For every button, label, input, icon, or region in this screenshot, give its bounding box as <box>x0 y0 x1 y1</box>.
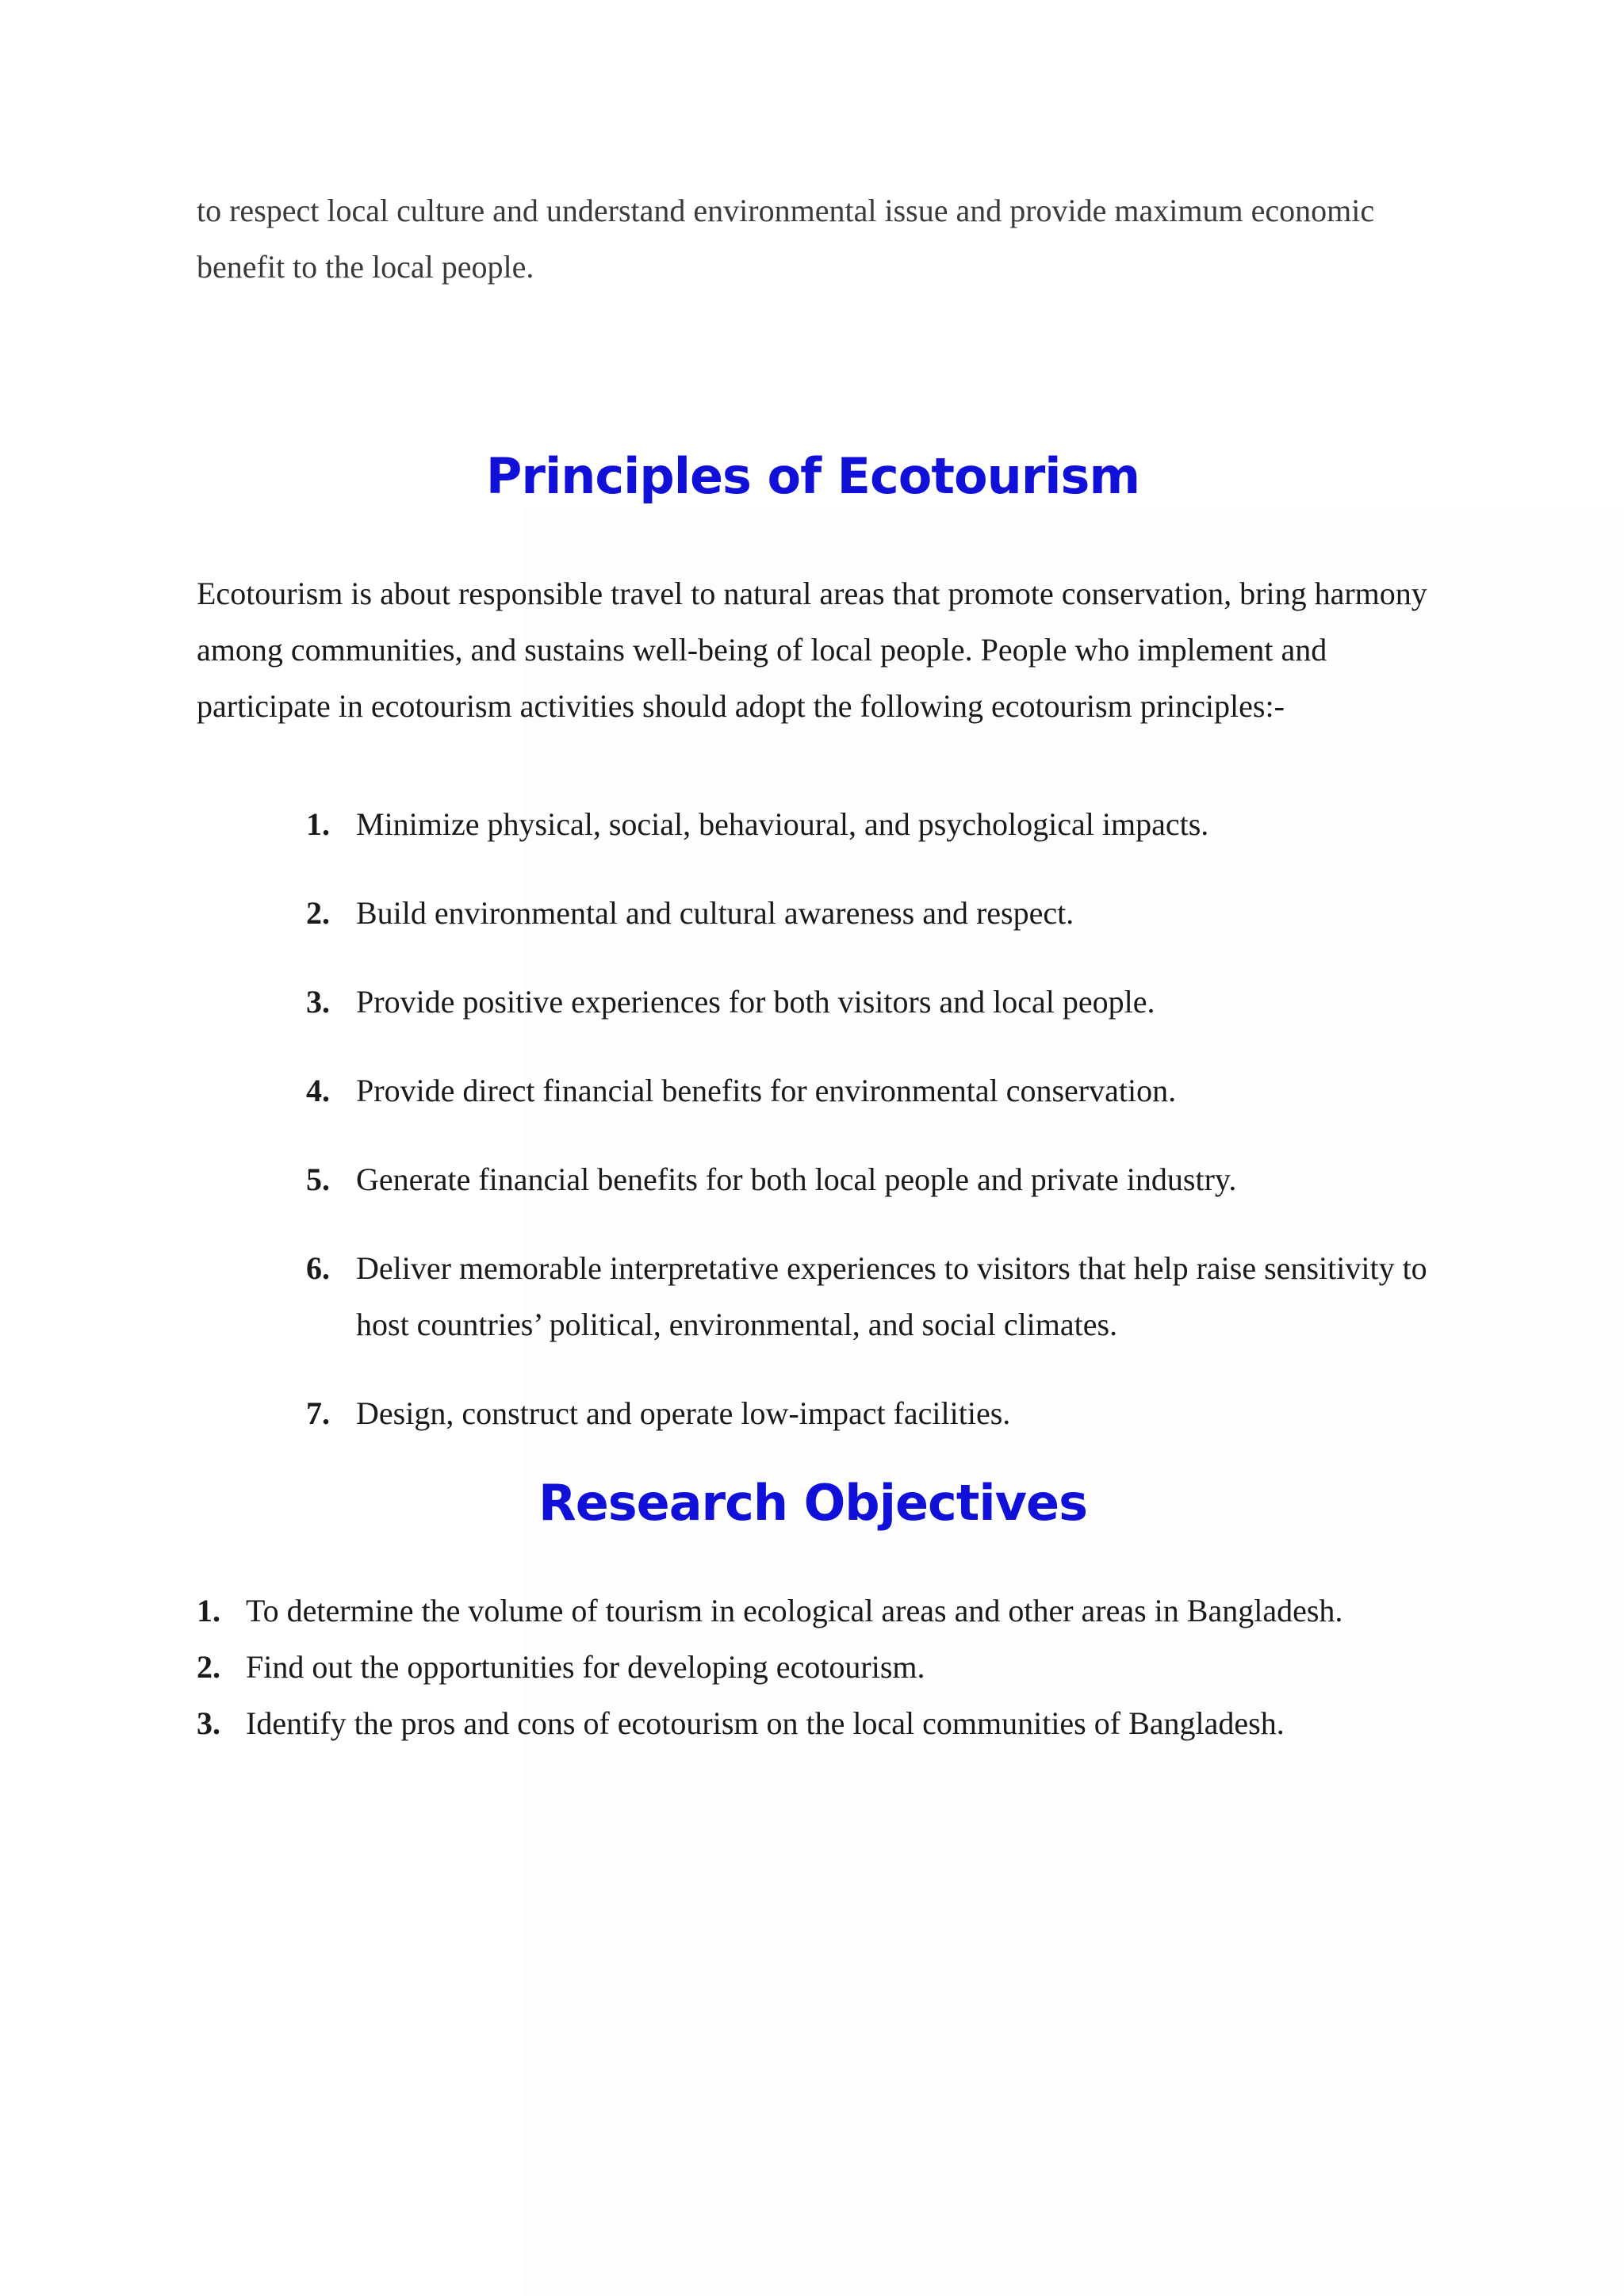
list-item-text: To determine the volume of tourism in ecological areas and other areas in Bangladesh. <box>246 1593 1343 1628</box>
list-item-number: 4. <box>306 1073 330 1108</box>
document-body <box>197 182 1434 1751</box>
list-item <box>306 1151 1434 1207</box>
list-item-text: Deliver memorable interpretative experiences to visitors that help raise sensitivity to host countries’ political, environmental, and social climates. <box>356 1250 1427 1342</box>
principles-heading: Principles of Ecotourism <box>485 447 1140 505</box>
list-item-number: 3. <box>197 1705 220 1741</box>
list-item <box>197 1639 1434 1695</box>
list-item <box>306 1062 1434 1119</box>
objectives-list <box>197 1582 1434 1751</box>
list-item <box>306 885 1434 941</box>
list-item-number: 7. <box>306 1395 330 1431</box>
list-item-text: Provide positive experiences for both visitors and local people. <box>356 984 1155 1020</box>
principles-list <box>197 796 1434 1441</box>
list-item-number: 1. <box>197 1593 220 1628</box>
principles-paragraph: Ecotourism is about responsible travel to natural areas that promote conservation, bring harmony among communities, and sustains well-being of local people. People who implement and participate in ecotourism activities should adopt the following ecotourism principles:- <box>197 576 1427 724</box>
list-item-number: 2. <box>306 895 330 931</box>
list-item <box>306 1385 1434 1441</box>
list-item <box>197 1695 1434 1751</box>
list-item <box>306 1240 1434 1353</box>
list-item-text: Build environmental and cultural awareness and respect. <box>356 895 1074 931</box>
list-item-number: 5. <box>306 1161 330 1197</box>
list-item-text: Find out the opportunities for developing ecotourism. <box>246 1649 925 1685</box>
list-item <box>197 1582 1434 1639</box>
list-item-text: Design, construct and operate low-impact facilities. <box>356 1395 1011 1431</box>
list-item-text: Minimize physical, social, behavioural, and psychological impacts. <box>356 806 1209 842</box>
list-item-number: 3. <box>306 984 330 1020</box>
list-item <box>306 974 1434 1030</box>
list-item-number: 2. <box>197 1649 220 1685</box>
list-item-number: 6. <box>306 1250 330 1286</box>
list-item-text: Identify the pros and cons of ecotourism on the local communities of Bangladesh. <box>246 1705 1285 1741</box>
list-item-number: 1. <box>306 806 330 842</box>
list-item <box>306 796 1434 852</box>
list-item-text: Provide direct financial benefits for environmental conservation. <box>356 1073 1177 1108</box>
list-item-text: Generate financial benefits for both local people and private industry. <box>356 1161 1237 1197</box>
objectives-heading: Research Objectives <box>538 1474 1088 1532</box>
intro-paragraph: to respect local culture and understand environmental issue and provide maximum economic benefit to the local people. <box>197 193 1375 285</box>
